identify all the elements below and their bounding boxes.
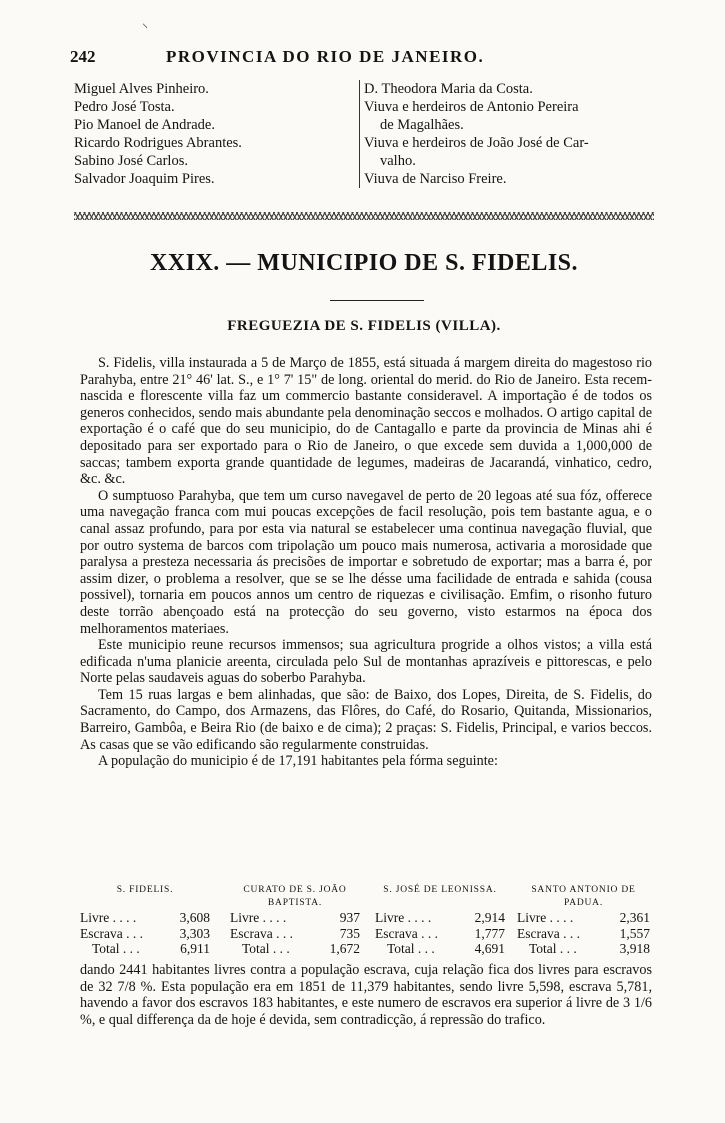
row-value: 2,914 [474, 910, 505, 925]
table-row-total [230, 941, 360, 957]
row-label: Total . . . [529, 941, 577, 956]
print-speck: ⸜ [142, 16, 149, 30]
name-entry: Pedro José Tosta. [74, 99, 175, 115]
row-label: Escrava . . . [375, 925, 438, 941]
row-value: 3,303 [179, 925, 210, 941]
table-row [517, 926, 650, 942]
row-label: Livre . . . . [375, 910, 432, 925]
row-value: 735 [339, 925, 360, 941]
chapter-title: XXIX. — MUNICIPIO DE S. FIDELIS. [149, 250, 579, 276]
running-header [70, 47, 650, 71]
table-row [80, 910, 210, 926]
table-column-s-joao [230, 884, 360, 957]
names-column-left [74, 80, 354, 188]
table-row [230, 926, 360, 942]
row-value: 1,777 [474, 925, 505, 941]
section-title: FREGUEZIA DE S. FIDELIS (VILLA). [227, 318, 501, 334]
name-entry: Viuva e herdeiros de Antonio Pereira [364, 99, 579, 115]
table-row-total [375, 941, 505, 957]
name-entry: Viuva de Narciso Freire. [364, 171, 507, 187]
table-column-heading: CURATO DE S. JOÃO BAPTISTA. [243, 885, 347, 908]
name-entry: D. Theodora Maria da Costa. [364, 81, 533, 97]
row-label: Livre . . . . [80, 910, 137, 925]
name-entry-continuation: valho. [380, 153, 416, 169]
name-entry: Salvador Joaquim Pires. [74, 171, 215, 187]
table-column-s-fidelis [80, 884, 210, 957]
title-rule [330, 300, 424, 301]
header-title: PROVINCIA DO RIO DE JANEIRO. [166, 47, 485, 66]
names-column-right [359, 80, 654, 188]
ornamental-divider [74, 212, 654, 220]
row-value: 6,911 [180, 941, 210, 956]
row-label: Escrava . . . [230, 925, 293, 941]
paragraph: S. Fidelis, villa instaurada a 5 de Março de 1855, está situada á margem direita do magestoso rio Parahyba, entre 21° 46' lat. S., e 1° 7' 15" de long. oriental do merid. do Rio de Janeiro. Esta recem-nascida e florescente villa faz um commercio bastante consideravel. A importação é de todos os generos conhecidos, sendo mais abundante pela denominação seccos e molhados. O artigo capital de exportação é o café que do seu municipio, do de Cantagallo e parte da provincia de Minas ahi é depositado para ser exportado para o Rio de Janeiro, o que excede sem duvida a 1,000,000 de saccas; tambem exporta grande quantidade de legumes, madeiras de Jacarandá, vinhatico, cedro, &c. &c. [80, 355, 652, 488]
row-label: Escrava . . . [80, 925, 143, 941]
table-column-s-jose [375, 884, 505, 957]
table-row [230, 910, 360, 926]
paragraph: Tem 15 ruas largas e bem alinhadas, que são: de Baixo, dos Lopes, Direita, de S. Fidelis, do Sacramento, do Campo, dos Armazens, das Flôres, do Café, do Rosario, Quitanda, Missionarios, Barreiro, Gambôa, e Beira Rio (de baixo e de cima); 2 praças: S. Fidelis, Principal, e varios beccos. As casas que se vão edificando são regularmente construidas. [80, 686, 652, 753]
table-row [517, 910, 650, 926]
row-label: Total . . . [387, 941, 435, 956]
row-value: 1,557 [619, 925, 650, 941]
name-entry: Sabino José Carlos. [74, 153, 188, 169]
name-entry: Miguel Alves Pinheiro. [74, 81, 209, 97]
table-row-total [80, 941, 210, 957]
row-label: Livre . . . . [517, 910, 574, 925]
paragraph: dando 2441 habitantes livres contra a população escrava, cuja relação fica dos livres para escravos de 32 7/8 %. Esta população era em 1851 de 11,379 habitantes, sendo livre 5,598, escrava 5,781, havendo a favor dos escravos 183 habitantes, e este numero de escravos era superior á livre de 3 1/6 %, e qual differença da de hoje é devida, sem contradicção, á repressão do trafico. [80, 962, 652, 1028]
row-value: 3,918 [619, 941, 650, 956]
row-value: 1,672 [329, 941, 360, 956]
table-row-total [517, 941, 650, 957]
row-value: 4,691 [474, 941, 505, 956]
names-list [74, 80, 654, 192]
paragraph: O sumptuoso Parahyba, que tem um curso navegavel de perto de 20 legoas até sua fóz, offerece uma navegação franca com mui poucas excepções de facil resolução, pois tem bastante agua, e o canal assaz profundo, para por esta via natural se estabelecer uma continua navegação fluvial, que por outro systema de barcos com tripolação um pouco mais numerosa, activaria a morosidade que paralysa a presteza necessaria ás precisões de importar e sobretudo de exportar; mas a barra é, por assim dizer, o problema a resolver, que se se lhe désse uma facilidade de entrada e sahida (cousa possivel), tornaria em poucos annos um centro de riquezas e civilisação. Emfim, o risonho futuro deste torrão abençoado está na protecção do seu governo, visto estarmos na época dos melhoramentos materiaes. [80, 487, 652, 637]
name-entry: Ricardo Rodrigues Abrantes. [74, 135, 242, 151]
row-value: 2,361 [619, 910, 650, 925]
name-entry-continuation: de Magalhães. [380, 117, 464, 133]
table-column-santo-antonio [517, 884, 650, 957]
closing-text [80, 962, 652, 1028]
table-row [80, 926, 210, 942]
table-column-heading: SANTO ANTONIO DE PADUA. [531, 885, 636, 908]
body-text [80, 355, 652, 770]
page-number: 242 [70, 47, 96, 66]
row-label: Total . . . [92, 941, 140, 956]
population-table [80, 884, 652, 962]
table-row [375, 910, 505, 926]
table-column-heading: S. FIDELIS. [116, 885, 174, 895]
table-row [375, 926, 505, 942]
row-label: Total . . . [242, 941, 290, 956]
row-value: 3,608 [179, 910, 210, 925]
paragraph: A população do municipio é de 17,191 habitantes pela fórma seguinte: [98, 753, 498, 770]
paragraph: Este municipio reune recursos immensos; sua agricultura progride a olhos vistos; a villa está edificada n'uma planicie areenta, circulada pelo Sul de montanhas aprazíveis e pittorescas, e pelo Norte pelas saudaveis aguas do soberbo Parahyba. [80, 637, 652, 687]
name-entry: Pio Manoel de Andrade. [74, 117, 215, 133]
table-column-heading: S. JOSÉ DE LEONISSA. [383, 885, 497, 895]
row-label: Escrava . . . [517, 925, 580, 941]
row-label: Livre . . . . [230, 910, 287, 925]
name-entry: Viuva e herdeiros de João José de Car- [364, 135, 589, 151]
row-value: 937 [339, 910, 360, 925]
